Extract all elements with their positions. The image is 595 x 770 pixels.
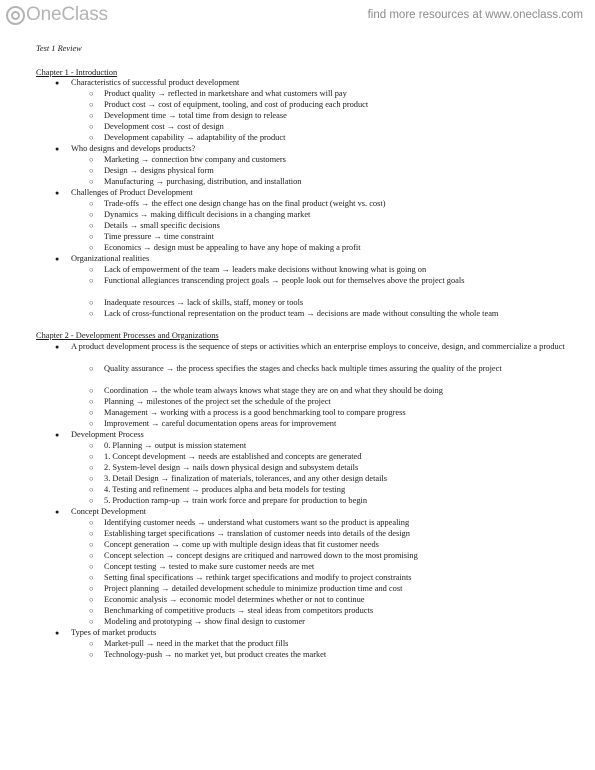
arrow-bullet-icon: ○ bbox=[89, 650, 94, 659]
arrow-bullet-icon: ○ bbox=[89, 133, 94, 142]
arrow-bullet-icon: ○ bbox=[89, 177, 94, 186]
arrow-bullet-icon: ○ bbox=[89, 232, 94, 241]
arrow-bullet-icon: ○ bbox=[89, 221, 94, 230]
bullet-icon: ● bbox=[55, 343, 60, 351]
arrow-bullet-icon: ○ bbox=[89, 89, 94, 98]
list-item: Technology-push → no market yet, but product creates the market bbox=[104, 650, 327, 659]
bullet-icon: ● bbox=[55, 145, 60, 153]
topic-label: Challenges of Product Development bbox=[71, 188, 193, 197]
arrow-bullet-icon: ○ bbox=[89, 441, 94, 450]
arrow-bullet-icon: ○ bbox=[89, 639, 94, 648]
arrow-bullet-icon: ○ bbox=[89, 617, 94, 626]
list-item: Lack of empowerment of the team → leaders make decisions without knowing what is going on bbox=[104, 265, 427, 274]
list-item: Setting final specifications → rethink target specifications and modify to project constraints bbox=[104, 573, 412, 582]
list-item: Trade-offs → the effect one design change has on the final product (weight vs. cost) bbox=[104, 199, 386, 208]
oneclass-logo-icon bbox=[6, 6, 25, 25]
list-item: Identifying customer needs → understand what customers want so the product is appealing bbox=[104, 518, 410, 527]
list-item: Modeling and prototyping → show final design to customer bbox=[104, 617, 305, 626]
list-item: Lack of cross-functional representation on the product team → decisions are made without consulting the whole team bbox=[104, 309, 499, 318]
bullet-icon: ● bbox=[55, 431, 60, 439]
arrow-bullet-icon: ○ bbox=[89, 485, 94, 494]
list-item: Development time → total time from design to release bbox=[104, 111, 287, 120]
list-item: Development capability → adaptability of the product bbox=[104, 133, 286, 142]
list-item: Economic analysis → economic model determines whether or not to continue bbox=[104, 595, 365, 604]
list-item: 4. Testing and refinement → produces alpha and beta models for testing bbox=[104, 485, 346, 494]
arrow-bullet-icon: ○ bbox=[89, 595, 94, 604]
arrow-bullet-icon: ○ bbox=[89, 166, 94, 175]
arrow-bullet-icon: ○ bbox=[89, 111, 94, 120]
arrow-bullet-icon: ○ bbox=[89, 606, 94, 615]
chapter1-heading: Chapter 1 - Introduction bbox=[36, 68, 118, 77]
list-item: Development cost → cost of design bbox=[104, 122, 224, 131]
bullet-icon: ● bbox=[55, 629, 60, 637]
list-item: Quality assurance → the process specifies the stages and checks back multiple times assuring the quality of the project bbox=[104, 364, 502, 373]
arrow-bullet-icon: ○ bbox=[89, 100, 94, 109]
list-item: 3. Detail Design → finalization of materials, tolerances, and any other design details bbox=[104, 474, 388, 483]
arrow-bullet-icon: ○ bbox=[89, 397, 94, 406]
oneclass-logo[interactable] bbox=[6, 4, 108, 26]
list-item: Manufacturing → purchasing, distribution, and installation bbox=[104, 177, 302, 186]
list-item: Market-pull → need in the market that the product fills bbox=[104, 639, 289, 648]
arrow-bullet-icon: ○ bbox=[89, 199, 94, 208]
list-item: Details → small specific decisions bbox=[104, 221, 220, 230]
arrow-bullet-icon: ○ bbox=[89, 562, 94, 571]
list-item: Coordination → the whole team always knows what stage they are on and what they should be doing bbox=[104, 386, 443, 395]
list-item: 5. Production ramp-up → train work force and prepare for production to begin bbox=[104, 496, 368, 505]
topic-label: Who designs and develops products? bbox=[71, 144, 196, 153]
arrow-bullet-icon: ○ bbox=[89, 298, 94, 307]
arrow-bullet-icon: ○ bbox=[89, 540, 94, 549]
topic-label: Types of market products bbox=[71, 628, 157, 637]
arrow-bullet-icon: ○ bbox=[89, 529, 94, 538]
topic-label: A product development process is the sequence of steps or activities which an enterprise employs to conceive, design, and commercialize a product bbox=[71, 342, 565, 351]
arrow-bullet-icon: ○ bbox=[89, 584, 94, 593]
arrow-bullet-icon: ○ bbox=[89, 408, 94, 417]
list-item: Improvement → careful documentation opens areas for improvement bbox=[104, 419, 337, 428]
list-item: 0. Planning → output is mission statement bbox=[104, 441, 247, 450]
list-item: Planning → milestones of the project set the schedule of the project bbox=[104, 397, 331, 406]
list-item: Product quality → reflected in marketshare and what customers will pay bbox=[104, 89, 347, 98]
chapter2-heading: Chapter 2 - Development Processes and Organizations bbox=[36, 331, 219, 340]
topic-label: Development Process bbox=[71, 430, 144, 439]
arrow-bullet-icon: ○ bbox=[89, 364, 94, 373]
list-item: Time pressure → time constraint bbox=[104, 232, 214, 241]
arrow-bullet-icon: ○ bbox=[89, 386, 94, 395]
list-item: Inadequate resources → lack of skills, staff, money or tools bbox=[104, 298, 304, 307]
arrow-bullet-icon: ○ bbox=[89, 309, 94, 318]
list-item: Concept selection → concept designs are critiqued and narrowed down to the most promising bbox=[104, 551, 418, 560]
list-item: Economics → design must be appealing to have any hope of making a profit bbox=[104, 243, 361, 252]
topic-label: Characteristics of successful product development bbox=[71, 78, 240, 87]
list-item: Project planning → detailed development schedule to minimize production time and cost bbox=[104, 584, 403, 593]
bullet-icon: ● bbox=[55, 189, 60, 197]
bullet-icon: ● bbox=[55, 508, 60, 516]
arrow-bullet-icon: ○ bbox=[89, 265, 94, 274]
arrow-bullet-icon: ○ bbox=[89, 419, 94, 428]
arrow-bullet-icon: ○ bbox=[89, 551, 94, 560]
arrow-bullet-icon: ○ bbox=[89, 210, 94, 219]
list-item: 2. System-level design → nails down physical design and subsystem details bbox=[104, 463, 359, 472]
list-item: Dynamics → making difficult decisions in a changing market bbox=[104, 210, 311, 219]
logo-text: OneClass bbox=[26, 4, 108, 25]
arrow-bullet-icon: ○ bbox=[89, 122, 94, 131]
list-item: Concept testing → tested to make sure customer needs are met bbox=[104, 562, 315, 571]
arrow-bullet-icon: ○ bbox=[89, 155, 94, 164]
list-item: 1. Concept development → needs are established and concepts are generated bbox=[104, 452, 362, 461]
topic-label: Concept Development bbox=[71, 507, 147, 516]
arrow-bullet-icon: ○ bbox=[89, 496, 94, 505]
arrow-bullet-icon: ○ bbox=[89, 452, 94, 461]
document-title: Test 1 Review bbox=[36, 44, 82, 53]
arrow-bullet-icon: ○ bbox=[89, 463, 94, 472]
topic-label: Organizational realities bbox=[71, 254, 150, 263]
list-item: Marketing → connection btw company and customers bbox=[104, 155, 286, 164]
list-item: Concept generation → come up with multiple design ideas that fit customer needs bbox=[104, 540, 379, 549]
list-item: Management → working with a process is a good benchmarking tool to compare progress bbox=[104, 408, 406, 417]
promo-link[interactable]: find more resources at www.oneclass.com bbox=[367, 9, 583, 21]
list-item: Product cost → cost of equipment, tooling, and cost of producing each product bbox=[104, 100, 369, 109]
bullet-icon: ● bbox=[55, 255, 60, 263]
arrow-bullet-icon: ○ bbox=[89, 276, 94, 285]
list-item: Functional allegiances transcending project goals → people look out for themselves above the project goals bbox=[104, 276, 465, 285]
list-item: Design → designs physical form bbox=[104, 166, 214, 175]
arrow-bullet-icon: ○ bbox=[89, 474, 94, 483]
arrow-bullet-icon: ○ bbox=[89, 518, 94, 527]
list-item: Benchmarking of competitive products → steal ideas from competitors products bbox=[104, 606, 374, 615]
bullet-icon: ● bbox=[55, 79, 60, 87]
page-header bbox=[0, 0, 595, 34]
list-item: Establishing target specifications → translation of customer needs into details of the design bbox=[104, 529, 410, 538]
arrow-bullet-icon: ○ bbox=[89, 243, 94, 252]
arrow-bullet-icon: ○ bbox=[89, 573, 94, 582]
